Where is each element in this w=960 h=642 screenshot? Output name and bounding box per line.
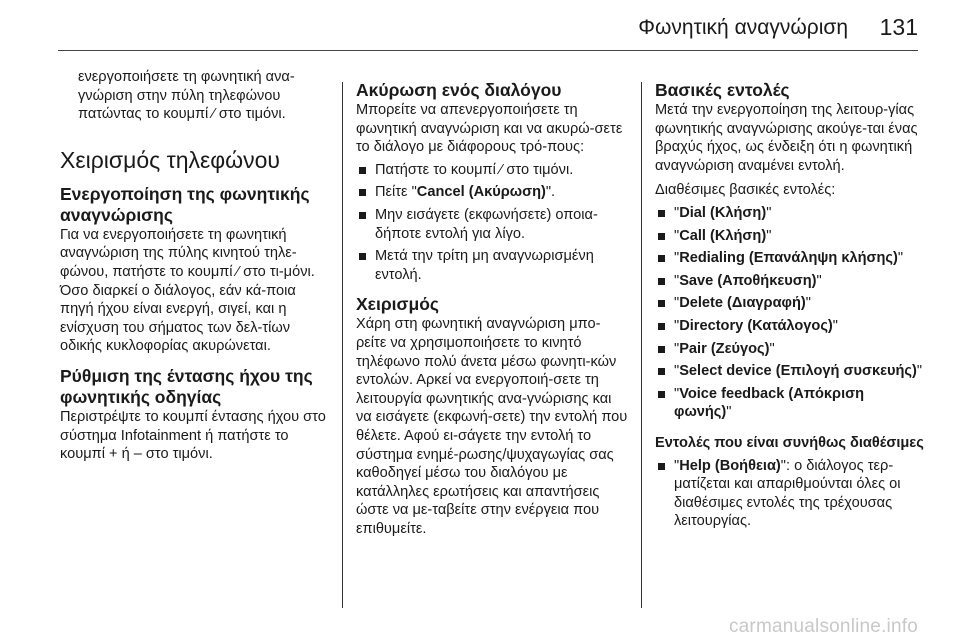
list-item: Πατήστε το κουμπί ⁄ στο τιμόνι. [356,161,628,180]
available-commands-label: Διαθέσιμες βασικές εντολές: [655,182,836,199]
bullet-icon [658,346,665,353]
operation-heading: Χειρισμός [356,294,439,315]
list-item: "Select device (Επιλογή συσκευής)" [655,362,925,381]
section-title: Χειρισμός τηλεφώνου [60,146,280,173]
bullet-icon [658,300,665,307]
list-item: "Help (Βοήθεια)": ο διάλογος τερ-ματίζεται και απαριθμούνται όλες οι διαθέσιμες εντολές της τρέχουσας λειτουργίας. [655,457,925,531]
list-item: "Redialing (Επανάληψη κλήσης)" [655,249,925,268]
volume-heading: Ρύθμιση της έντασης ήχου της φωνητικής οδηγίας [60,365,313,407]
page-header [0,0,960,46]
cancel-command: Cancel (Ακύρωση) [416,184,546,201]
list-item: Μην εισάγετε (εκφωνήσετε) οποια-δήποτε εντολή για λίγο. [356,206,628,243]
cancel-list [356,161,628,285]
activate-heading: Ενεργοποίηση της φωνητικής αναγνώρισης [60,183,310,225]
column-1 [60,68,328,464]
header-divider [58,50,918,51]
bullet-icon [658,255,665,262]
cancel-paragraph: Μπορείτε να απενεργοποιήσετε τη φωνητική αναγνώριση και να ακυρώ-σετε το διάλογο με διάφορους τρό-πους: [356,102,623,156]
list-item: Πείτε "Cancel (Ακύρωση)". [356,183,628,202]
basic-commands-paragraph: Μετά την ενεργοποίηση της λειτουρ-γίας φωνητικής αναγνώρισης ακούγε-ται ένας βραχύς ήχος, ως ένδειξη ότι η φωνητική αναγνώριση αναμένει εντολή. [655,102,918,174]
bullet-icon [359,253,366,260]
page-number: 131 [879,14,918,40]
basic-commands-heading: Βασικές εντολές [655,80,790,100]
header-title: Φωνητική αναγνώριση [638,16,848,39]
list-item: "Delete (Διαγραφή)" [655,294,925,313]
cancel-heading: Ακύρωση ενός διαλόγου [356,80,562,100]
column-2 [356,80,628,538]
list-item: "Dial (Κλήση)" [655,204,925,223]
column-3 [655,80,925,535]
list-item: "Call (Κλήση)" [655,227,925,246]
help-command: Help (Βοήθεια) [679,457,781,474]
bullet-icon [658,391,665,398]
list-item: "Pair (Ζεύγος)" [655,340,925,359]
commands-list [655,204,925,422]
operation-paragraph: Χάρη στη φωνητική αναγνώριση μπο-ρείτε να χρησιμοποιήσετε το κινητό τηλέφωνο πολύ άνετα μέσω φωνητι-κών εντολών. Αρκεί να ενεργοποιή-σετε τη λειτουργία φωνητικής ανα-γνώρισης και να εισάγετε (εκφωνή-σετε) την εντολή που θέλετε. Αφού ει-σάγετε την εντολή το σύστημα ενημέ-ρωσης/ψυχαγωγίας σας καθοδηγεί μέσω του διαλόγου με κατάλληλες ερωτήσεις και απαντήσεις ώστε να με-ταβείτε στην ενέργεια που επιθυμείτε. [356,316,628,537]
bullet-icon [359,167,366,174]
bullet-icon [658,278,665,285]
list-item: "Save (Αποθήκευση)" [655,272,925,291]
bullet-icon [658,233,665,240]
bullet-icon [359,189,366,196]
volume-paragraph: Περιστρέψτε το κουμπί έντασης ήχου στο σύστημα Infotainment ή πατήστε το κουμπί + ή – στο τιμόνι. [60,408,326,463]
activate-paragraph: Για να ενεργοποιήσετε τη φωνητική αναγνώριση της πύλης κινητού τηλε-φώνου, πατήστε το κουμπί ⁄ στο τι-μόνι. Όσο διαρκεί ο διάλογος, εάν κά-ποια πηγή ήχου είναι ενεργή, σιγεί, και η ενίσχυση του σήματος των δελ-τίων οδικής κυκλοφορίας ακυρώνεται. [60,226,315,355]
list-item: Μετά την τρίτη μη αναγνωρισμένη εντολή. [356,247,628,284]
bullet-icon [658,323,665,330]
bullet-icon [658,368,665,375]
intro-paragraph: ενεργοποιήσετε τη φωνητική ανα-γνώριση στην πύλη τηλεφώνου πατώντας το κουμπί ⁄ στο τιμόνι. [78,69,295,123]
list-item: "Voice feedback (Απόκριση φωνής)" [655,385,925,422]
list-item: "Directory (Κατάλογος)" [655,317,925,336]
watermark: carmanualsonline.info [728,616,918,637]
bullet-icon [658,463,665,470]
column-divider-1 [342,82,343,608]
column-divider-2 [641,82,642,608]
always-available-heading: Εντολές που είναι συνήθως διαθέσιμες [655,434,924,451]
bullet-icon [658,210,665,217]
help-list [655,457,925,531]
bullet-icon [359,212,366,219]
